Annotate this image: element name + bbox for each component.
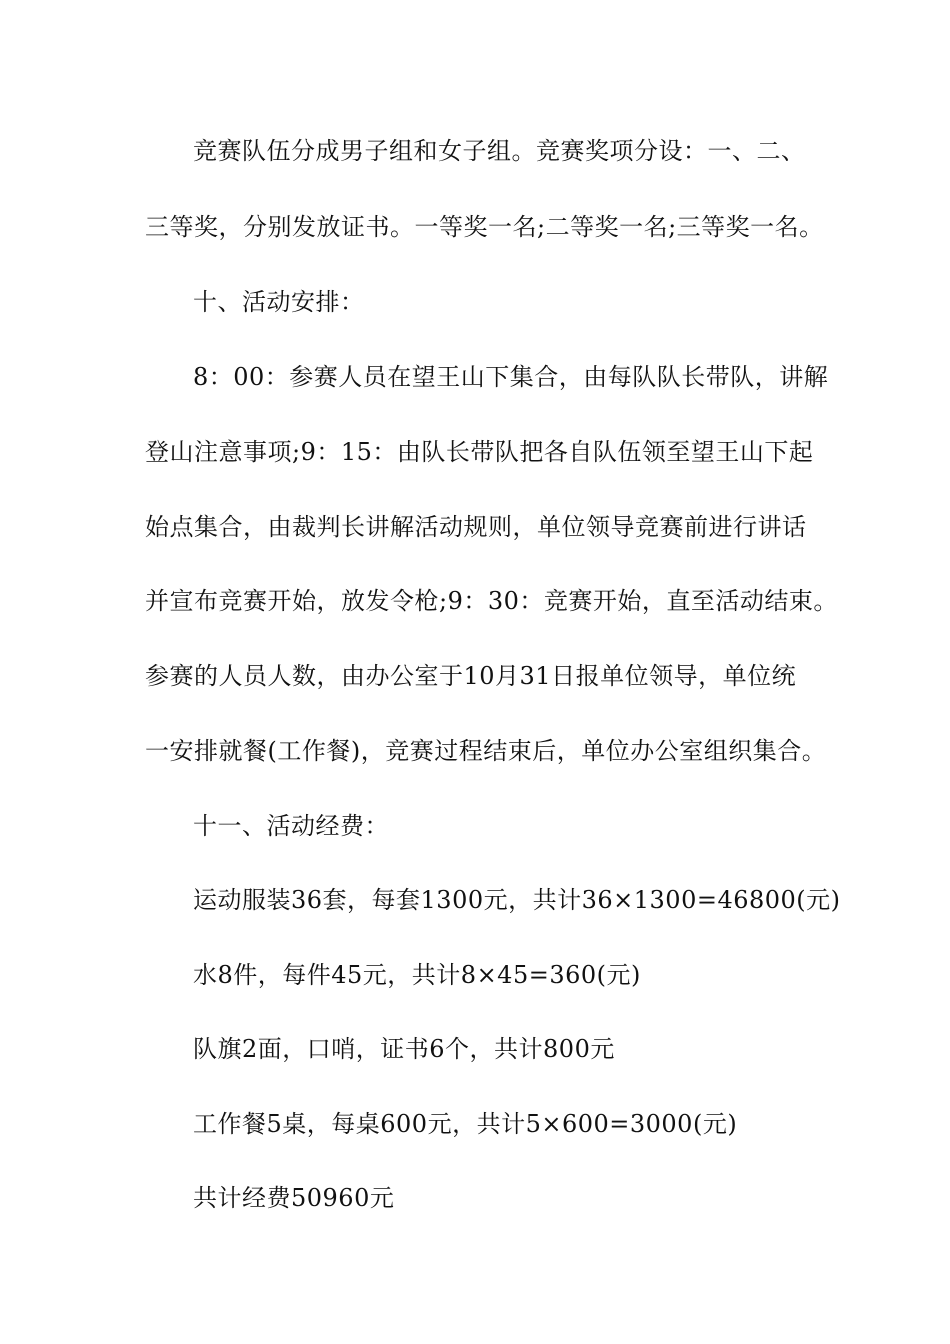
paragraph-line-5: 登山注意事项;9：15：由队长带队把各自队伍领至望王山下起 [145,438,814,466]
budget-item-meals: 工作餐5桌，每桌600元，共计5×600=3000(元) [193,1110,738,1138]
section-heading-activity-budget: 十一、活动经费： [193,812,389,840]
paragraph-line-9: 一安排就餐(工作餐)，竞赛过程结束后，单位办公室组织集合。 [145,737,827,765]
paragraph-line-4: 8：00：参赛人员在望王山下集合，由每队队长带队，讲解 [193,363,829,391]
section-heading-activity-arrangement: 十、活动安排： [193,288,365,316]
budget-item-water: 水8件，每件45元，共计8×45=360(元) [193,961,641,989]
budget-item-flags: 队旗2面，口哨，证书6个，共计800元 [193,1035,615,1063]
paragraph-line-1: 竞赛队伍分成男子组和女子组。竞赛奖项分设：一、二、 [193,137,806,165]
paragraph-line-8: 参赛的人员人数，由办公室于10月31日报单位领导，单位统 [145,662,797,690]
budget-item-uniforms: 运动服装36套，每套1300元，共计36×1300=46800(元) [193,886,841,914]
paragraph-line-7: 并宣布竞赛开始，放发令枪;9：30：竞赛开始，直至活动结束。 [145,587,838,615]
paragraph-line-6: 始点集合，由裁判长讲解活动规则，单位领导竞赛前进行讲话 [145,513,807,541]
paragraph-line-2: 三等奖，分别发放证书。一等奖一名;二等奖一名;三等奖一名。 [145,213,824,241]
budget-total: 共计经费50960元 [193,1184,395,1212]
